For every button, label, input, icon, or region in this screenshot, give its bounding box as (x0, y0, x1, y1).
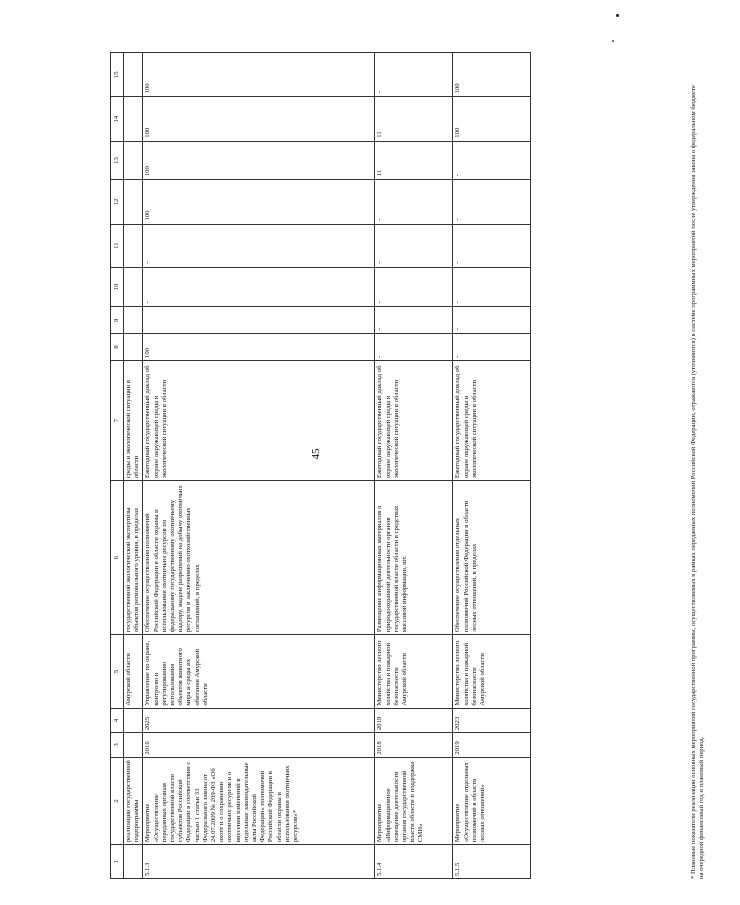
row-value-cell: - (375, 180, 453, 224)
row-id-cell: 5.1.3 (143, 845, 375, 879)
header-cell: 2 (111, 757, 124, 845)
footnote: * Плановые показатели реализации основных мероприятий государственной программы, осуществляемых в рамках переданных полномочий Российской Федерации, отражаются (уточняются) в системе программных мероприятий после утверждения закона о федеральном бюджете на очередной финансовый год и плановый период. (690, 85, 705, 879)
row-value-cell: - (453, 141, 531, 180)
continuation-result-cell: государственной экологической экспертизы объектов регионального уровня, в пределах (124, 481, 143, 635)
row-value-cell: - (375, 307, 453, 334)
header-cell: 10 (111, 267, 124, 307)
row-id-cell: 5.1.4 (375, 845, 453, 879)
header-cell: 6 (111, 481, 124, 635)
row-value-cell: 100 (453, 97, 531, 141)
row-executor-cell: Министерство лесного хозяйства и пожарной безопасности Амурской области (453, 635, 531, 709)
continuation-name-cell: реализации государственной подпрограммы (124, 757, 143, 845)
row-value-cell: - (453, 334, 531, 361)
row-end-cell: 2019 (375, 708, 453, 733)
table-row (143, 53, 375, 879)
header-cell: 11 (111, 224, 124, 267)
row-value-cell: - (375, 267, 453, 307)
program-activities-table (110, 52, 531, 879)
page-number: 45 (310, 448, 322, 460)
speck-mark (616, 14, 619, 17)
header-cell: 3 (111, 733, 124, 758)
row-value-cell: - (453, 267, 531, 307)
continuation-row (124, 53, 143, 879)
row-name-cell: Мероприятие «Осуществление переданных органам государственной власти субъектов Российской Федерации в соответствии с частью 1 статьи 33 Федерального закона от 24.07.2009 № 209-ФЗ «Об охоте и о сохранении охотничьих ресурсов и о внесении изменений в отдельные законодательные акты Российской Федерации» полномочий Российской Федерации в области охраны и использования охотничьих ресурсов»* (143, 757, 375, 845)
header-cell: 8 (111, 334, 124, 361)
row-value-cell: 11 (375, 97, 453, 141)
rotated-page-content (100, 41, 740, 889)
row-start-cell: 2019 (453, 733, 531, 758)
row-value-cell: - (453, 224, 531, 267)
header-cell: 12 (111, 180, 124, 224)
row-result-cell: Обеспечение осуществления полномочий Российской Федерации в области охраны и использования охотничьих ресурсов по федеральному государственному охотничьему надзору, выдаче разрешений на добычу охотничьих ресурсов и заключению охотхозяйственных соглашений, в пределах (143, 481, 375, 635)
row-start-cell: 2016 (143, 733, 375, 758)
row-value-cell: 100 (453, 53, 531, 97)
row-start-cell: 2018 (375, 733, 453, 758)
row-indicator-cell: Ежегодный государственный доклад об охране окружающей среды и экологической ситуации в области (453, 361, 531, 481)
row-executor-cell: Министерство лесного хозяйства и пожарной безопасности Амурской области (375, 635, 453, 709)
row-value-cell: - (453, 307, 531, 334)
row-value-cell: - (143, 267, 375, 307)
continuation-executor-cell: Амурской области (124, 635, 143, 709)
continuation-indicator-cell: среды и экологической ситуации в области (124, 361, 143, 481)
header-row (111, 53, 124, 879)
header-cell: 9 (111, 307, 124, 334)
row-end-cell: 2025 (143, 708, 375, 733)
row-value-cell: - (453, 180, 531, 224)
header-cell: 4 (111, 708, 124, 733)
row-value-cell: - (143, 224, 375, 267)
row-name-cell: Мероприятие «Информационное освещение деятельности органов государственной власти области и поддержка СМИ» (375, 757, 453, 845)
row-result-cell: Размещение информационных материалов о природоохранной деятельности органов государственной власти области в средствах массовой информации, шт. (375, 481, 453, 635)
header-cell: 13 (111, 141, 124, 180)
row-value-cell: - (375, 53, 453, 97)
row-value-cell: 100 (143, 334, 375, 361)
row-id-cell: 5.1.5 (453, 845, 531, 879)
row-indicator-cell: Ежегодный государственный доклад об охране окружающей среды и экологической ситуации в области (375, 361, 453, 481)
row-value-cell: 11 (375, 141, 453, 180)
row-value-cell: 100 (143, 53, 375, 97)
row-value-cell: 100 (143, 141, 375, 180)
row-value-cell: 100 (143, 180, 375, 224)
row-end-cell: 2023 (453, 708, 531, 733)
row-value-cell: 100 (143, 97, 375, 141)
header-cell: 14 (111, 97, 124, 141)
header-cell: 15 (111, 53, 124, 97)
header-cell: 5 (111, 635, 124, 709)
row-value-cell: - (375, 224, 453, 267)
table-row (453, 53, 531, 879)
header-cell: 1 (111, 845, 124, 879)
row-value-cell: - (375, 334, 453, 361)
row-result-cell: Обеспечение осуществления отдельных полномочий Российской Федерации в области лесных отношений, в пределах (453, 481, 531, 635)
header-cell: 7 (111, 361, 124, 481)
row-executor-cell: Управление по охране, контролю и регулированию использования объектов животного мира и среды их обитания Амурской области (143, 635, 375, 709)
row-name-cell: Мероприятие «Осуществление отдельных полномочий в области лесных отношений» (453, 757, 531, 845)
table-row (375, 53, 453, 879)
row-indicator-cell: Ежегодный государственный доклад об охране окружающей среды и экологической ситуации в области (143, 361, 375, 481)
